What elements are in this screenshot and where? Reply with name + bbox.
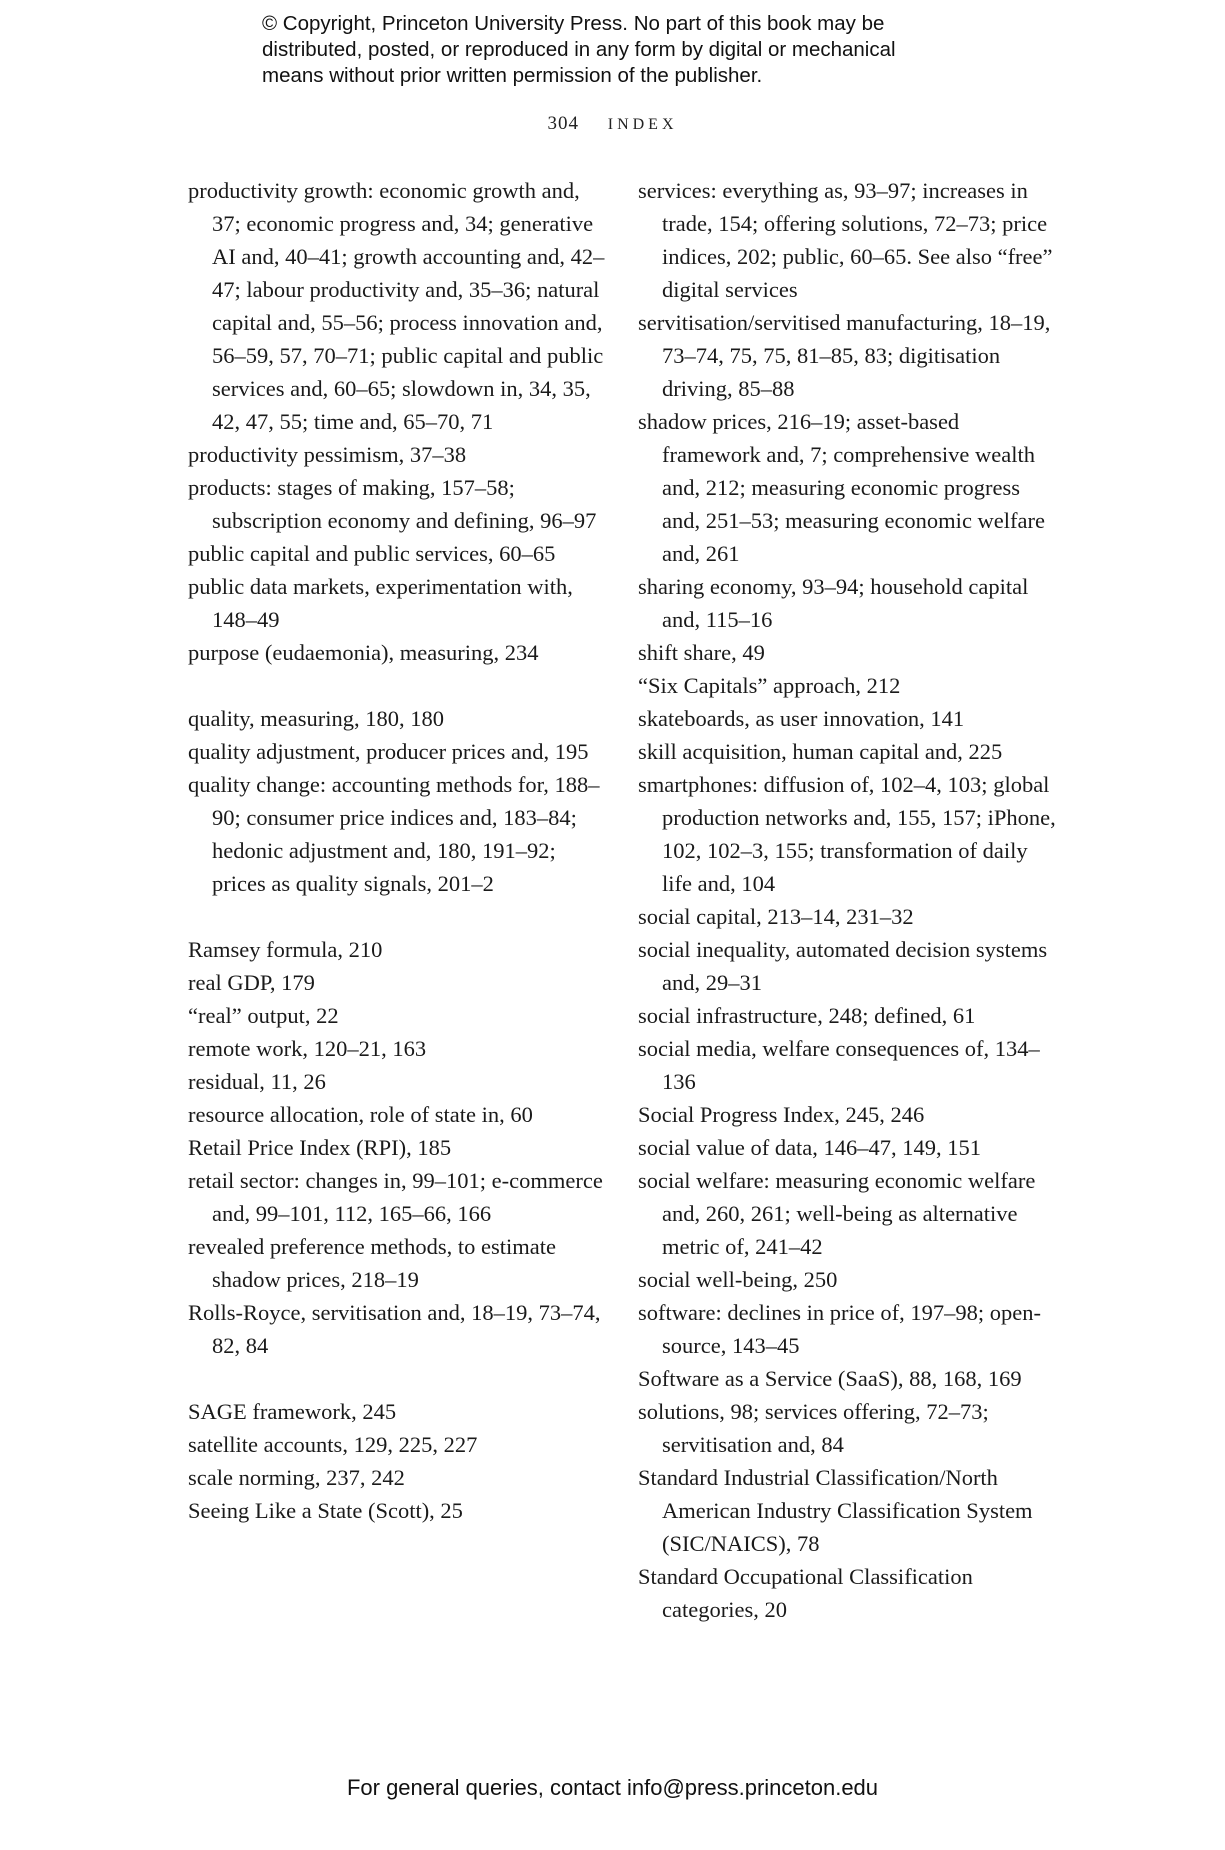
index-entry: social welfare: measuring economic welfare and, 260, 261; well-being as alternative metric of, 241–42 bbox=[638, 1168, 1036, 1259]
index-entry: public capital and public services, 60–65 bbox=[188, 541, 556, 566]
index-entry: products: stages of making, 157–58; subscription economy and defining, 96–97 bbox=[188, 475, 597, 533]
index-entry: quality adjustment, producer prices and, 195 bbox=[188, 739, 589, 764]
index-entry: quality change: accounting methods for, 188–90; consumer price indices and, 183–84; hedonic adjustment and, 180, 191–92; prices as quality signals, 201–2 bbox=[188, 772, 600, 896]
index-entry: skill acquisition, human capital and, 225 bbox=[638, 739, 1003, 764]
index-entry: revealed preference methods, to estimate shadow prices, 218–19 bbox=[188, 1234, 556, 1292]
page-title: INDEX bbox=[607, 116, 678, 133]
index-entry: social inequality, automated decision systems and, 29–31 bbox=[638, 937, 1048, 995]
index-entry: shift share, 49 bbox=[638, 640, 765, 665]
index-entry: servitisation/servitised manufacturing, 18–19, 73–74, 75, 75, 81–85, 83; digitisation driving, 85–88 bbox=[638, 310, 1051, 401]
index-entry: purpose (eudaemonia), measuring, 234 bbox=[188, 640, 539, 665]
index-column-left bbox=[188, 174, 608, 1527]
index-entry: public data markets, experimentation with, 148–49 bbox=[188, 574, 573, 632]
page-number: 304 bbox=[547, 113, 579, 134]
index-entry: sharing economy, 93–94; household capital and, 115–16 bbox=[638, 574, 1029, 632]
index-entry: social well-being, 250 bbox=[638, 1267, 838, 1292]
index-entry: skateboards, as user innovation, 141 bbox=[638, 706, 965, 731]
section-gap bbox=[188, 669, 608, 702]
index-entry: social capital, 213–14, 231–32 bbox=[638, 904, 914, 929]
index-entry: “Six Capitals” approach, 212 bbox=[638, 673, 901, 698]
index-entry: smartphones: diffusion of, 102–4, 103; global production networks and, 155, 157; iPhone, 102, 102–3, 155; transformation of daily life and, 104 bbox=[638, 772, 1056, 896]
index-entry: Rolls-Royce, servitisation and, 18–19, 73–74, 82, 84 bbox=[188, 1300, 601, 1358]
index-entry: retail sector: changes in, 99–101; e-commerce and, 99–101, 112, 165–66, 166 bbox=[188, 1168, 603, 1226]
copyright-line-2: distributed, posted, or reproduced in any form by digital or mechanical bbox=[262, 38, 896, 61]
copyright-line-1: © Copyright, Princeton University Press. No part of this book may be bbox=[262, 12, 885, 35]
footer-contact: For general queries, contact info@press.princeton.edu bbox=[346, 1775, 879, 1800]
index-entry: SAGE framework, 245 bbox=[188, 1399, 397, 1424]
index-column-right bbox=[638, 174, 1058, 1626]
index-entry: software: declines in price of, 197–98; open-source, 143–45 bbox=[638, 1300, 1042, 1358]
section-gap bbox=[188, 900, 608, 933]
copyright-line-3: means without prior written permission of the publisher. bbox=[262, 64, 763, 87]
index-entry: Ramsey formula, 210 bbox=[188, 937, 383, 962]
index-entry: services: everything as, 93–97; increases in trade, 154; offering solutions, 72–73; price indices, 202; public, 60–65. See also “free” digital services bbox=[638, 178, 1053, 302]
index-entry: remote work, 120–21, 163 bbox=[188, 1036, 427, 1061]
index-entry: Standard Industrial Classification/North American Industry Classification System (SIC/NAICS), 78 bbox=[638, 1465, 1033, 1556]
index-entry: Standard Occupational Classification categories, 20 bbox=[638, 1564, 973, 1622]
index-entry: shadow prices, 216–19; asset-based framework and, 7; comprehensive wealth and, 212; measuring economic progress and, 251–53; measuring economic welfare and, 261 bbox=[638, 409, 1045, 566]
index-entry: satellite accounts, 129, 225, 227 bbox=[188, 1432, 478, 1457]
index-entry: real GDP, 179 bbox=[188, 970, 315, 995]
copyright-notice bbox=[262, 11, 1022, 89]
index-entry: productivity growth: economic growth and, 37; economic progress and, 34; generative AI and, 40–41; growth accounting and, 42–47; labour productivity and, 35–36; natural capital and, 55–56; process innovation and, 56–59, 57, 70–71; public capital and public services and, 60–65; slowdown in, 34, 35, 42, 47, 55; time and, 65–70, 71 bbox=[188, 178, 605, 434]
index-entry: social value of data, 146–47, 149, 151 bbox=[638, 1135, 982, 1160]
index-entry: productivity pessimism, 37–38 bbox=[188, 442, 467, 467]
index-entry: solutions, 98; services offering, 72–73; servitisation and, 84 bbox=[638, 1399, 989, 1457]
index-entry: resource allocation, role of state in, 60 bbox=[188, 1102, 533, 1127]
section-gap bbox=[188, 1362, 608, 1395]
index-entry: Retail Price Index (RPI), 185 bbox=[188, 1135, 452, 1160]
index-entry: scale norming, 237, 242 bbox=[188, 1465, 405, 1490]
index-entry: social media, welfare consequences of, 134–136 bbox=[638, 1036, 1040, 1094]
index-entry: Software as a Service (SaaS), 88, 168, 169 bbox=[638, 1366, 1022, 1391]
index-entry: Seeing Like a State (Scott), 25 bbox=[188, 1498, 463, 1523]
index-entry: Social Progress Index, 245, 246 bbox=[638, 1102, 925, 1127]
index-entry: “real” output, 22 bbox=[188, 1003, 339, 1028]
running-head bbox=[0, 113, 1225, 135]
index-entry: social infrastructure, 248; defined, 61 bbox=[638, 1003, 976, 1028]
index-entry: residual, 11, 26 bbox=[188, 1069, 326, 1094]
index-entry: quality, measuring, 180, 180 bbox=[188, 706, 445, 731]
